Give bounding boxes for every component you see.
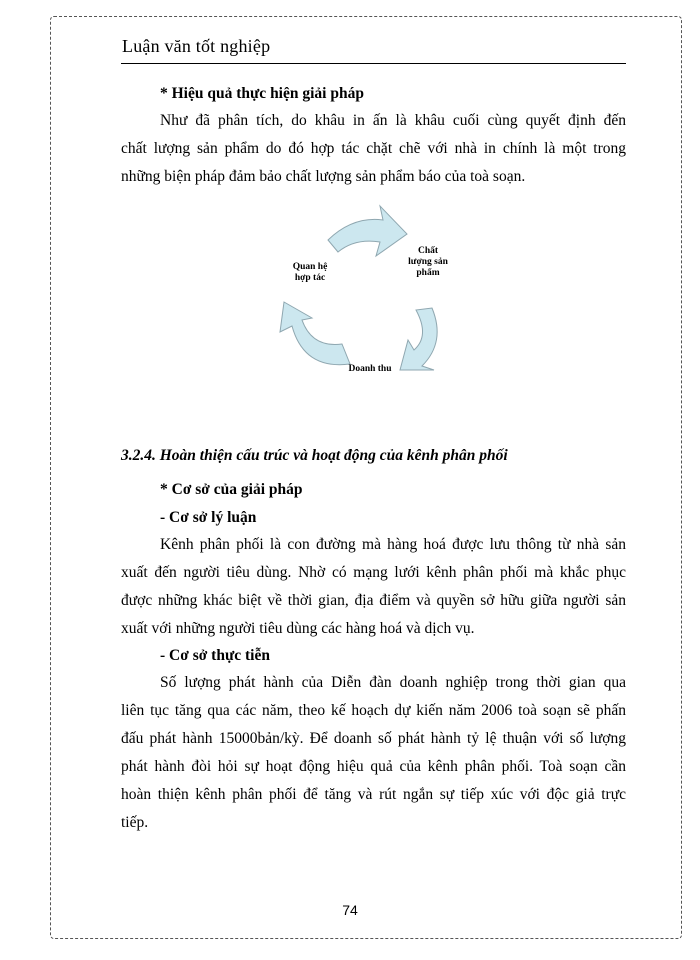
label-cooperation [280, 262, 340, 284]
label-revenue: Doanh thu [348, 364, 392, 374]
label-product-quality [402, 246, 454, 279]
label-product-quality-line-3: phẩm [416, 268, 440, 278]
cycle-diagram [250, 198, 480, 388]
effect-paragraph-line-2: chất lượng sản phẩm do đó hợp tác chặt chẽ với nhà in chính là một trong [121, 140, 626, 157]
practice-line-3: đấu phát hành 15000bản/kỳ. Để doanh số phát hành tỷ lệ thuận với số lượng [121, 730, 626, 747]
running-header: Luận văn tốt nghiệp [122, 36, 271, 56]
practice-line-5: hoàn thiện kênh phân phối để tăng và rút ngắn sự tiếp xúc với độc giả trực [121, 786, 626, 803]
theory-line-4: xuất với những người tiêu dùng các hàng hoá và dịch vụ. [121, 620, 475, 637]
cycle-arrows-svg [250, 198, 480, 388]
cycle-arrow-left [280, 302, 350, 365]
practice-line-1: Số lượng phát hành của Diễn đàn doanh nghiệp trong thời gian qua [160, 674, 626, 691]
practice-line-4: phát hành đòi hỏi sự hoạt động hiệu quả của kênh phân phối. Toà soạn cần [121, 758, 626, 775]
effect-heading: * Hiệu quả thực hiện giải pháp [160, 85, 364, 102]
label-product-quality-line-2: lượng sản [408, 257, 448, 267]
theory-line-1: Kênh phân phối là con đường mà hàng hoá được lưu thông từ nhà sản [160, 536, 626, 553]
practice-line-2: liên tục tăng qua các năm, theo kế hoạch dự kiến năm 2006 toà soạn sẽ phấn [121, 702, 626, 719]
practice-heading: - Cơ sở thực tiễn [160, 647, 270, 664]
practice-line-6: tiếp. [121, 814, 149, 831]
label-cooperation-line-1: Quan hệ [292, 262, 328, 272]
label-cooperation-line-2: hợp tác [294, 273, 326, 283]
label-product-quality-line-1: Chất [417, 246, 439, 256]
theory-line-2: xuất đến người tiêu dùng. Nhờ có mạng lưới kênh phân phối mà khắc phục [121, 564, 626, 581]
cycle-arrow-top [328, 206, 407, 256]
theory-line-3: được những khác biệt về thời gian, địa điểm và quyền sở hữu giữa người sản [121, 592, 626, 609]
theory-heading: - Cơ sở lý luận [160, 509, 257, 526]
cycle-arrow-right [400, 308, 437, 370]
effect-paragraph-line-3: những biện pháp đảm bảo chất lượng sản phẩm báo của toà soạn. [121, 168, 526, 185]
basis-heading: * Cơ sở của giải pháp [160, 481, 303, 498]
section-title: 3.2.4. Hoàn thiện cấu trúc và hoạt động của kênh phân phối [121, 447, 508, 464]
header-rule [121, 63, 626, 64]
effect-paragraph-line-1: Như đã phân tích, do khâu in ấn là khâu cuối cùng quyết định đến [160, 112, 626, 129]
page-number: 74 [342, 902, 358, 918]
